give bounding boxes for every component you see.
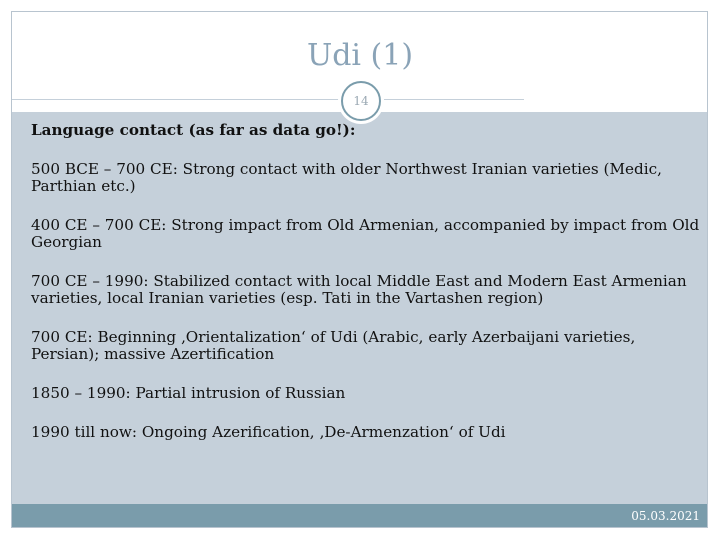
body-paragraph: 1850 – 1990: Partial intrusion of Russian — [31, 384, 346, 402]
slide-number-badge — [341, 81, 381, 121]
body-heading: Language contact (as far as data go!): — [31, 121, 356, 139]
body-paragraph: 700 CE – 1990: Stabilized contact with local Middle East and Modern East Armenian varieties, local Iranian varieties (esp. Tati in the Vartashen region) — [31, 272, 687, 307]
body-paragraph: 700 CE: Beginning ‚Orientalization‘ of Udi (Arabic, early Azerbaijani varieties, Persian); massive Azertification — [31, 328, 636, 363]
title-rule-left — [12, 99, 342, 100]
body-paragraph: 400 CE – 700 CE: Strong impact from Old Armenian, accompanied by impact from Old Georgian — [31, 216, 700, 251]
body-paragraph: 500 BCE – 700 CE: Strong contact with older Northwest Iranian varieties (Medic, Parthian etc.) — [31, 160, 662, 195]
slide-body — [31, 122, 701, 463]
slide-title: Udi (1) — [306, 38, 414, 73]
body-paragraph: 1990 till now: Ongoing Azerification, ‚De-Armenzation‘ of Udi — [31, 423, 506, 441]
title-rule-right — [384, 99, 524, 100]
slide-date: 05.03.2021 — [631, 509, 700, 523]
slide-number: 14 — [353, 94, 369, 108]
footer-bar — [12, 504, 707, 527]
